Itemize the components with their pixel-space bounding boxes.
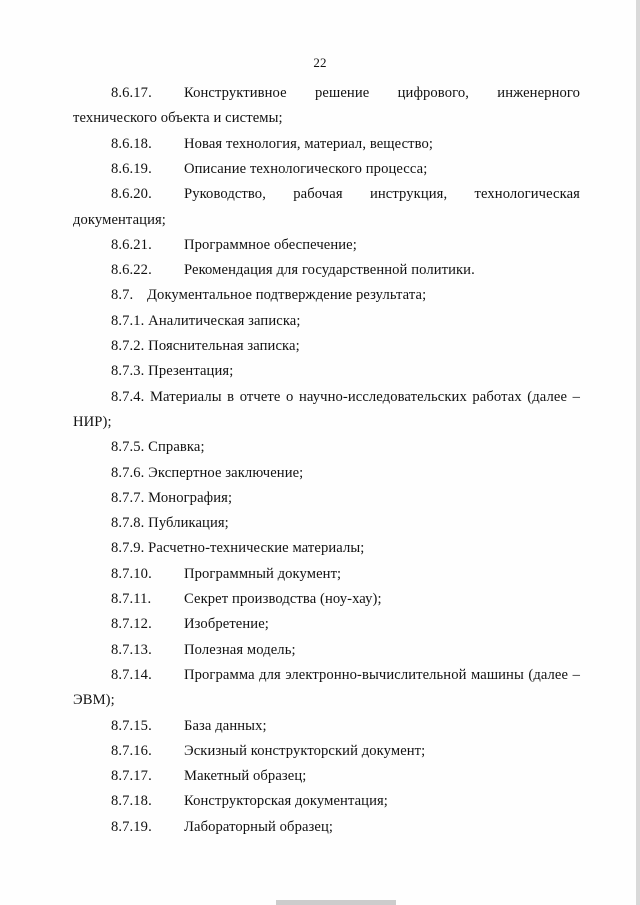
item-number: 8.7.17.	[111, 768, 152, 785]
item-number: 8.7.12.	[111, 616, 152, 633]
item-text: 8.7.2. Пояснительная записка;	[111, 338, 300, 354]
scan-edge	[636, 0, 640, 905]
item-continuation: технического объекта и системы;	[73, 110, 283, 127]
item-text: 8.7.8. Публикация;	[111, 515, 229, 532]
item-number: 8.7.14.	[111, 666, 152, 683]
item-text: Изобретение;	[184, 616, 269, 633]
item-text: 8.7.9. Расчетно-технические материалы;	[111, 540, 365, 557]
item-text: 8.7.5. Справка;	[111, 439, 205, 456]
item-number: 8.7.	[111, 287, 134, 304]
item-number: 8.6.17.	[111, 85, 152, 101]
item-text: Руководство, рабочая инструкция, технологическая	[184, 186, 580, 203]
item-number: 8.6.21.	[111, 236, 152, 253]
item-number: 8.7.18.	[111, 793, 152, 810]
item-number: 8.7.15.	[111, 717, 152, 734]
item-number: 8.7.16.	[111, 742, 152, 759]
item-number: 8.6.18.	[111, 135, 152, 152]
item-text: Новая технология, материал, вещество;	[184, 135, 434, 152]
item-number: 8.7.10.	[111, 565, 152, 582]
item-number: 8.7.11.	[111, 591, 152, 607]
item-text: Описание технологического процесса;	[184, 160, 428, 177]
item-text: Лабораторный образец;	[184, 818, 334, 835]
item-text: Конструкторская документация;	[184, 793, 388, 810]
item-text: Программный документ;	[184, 565, 342, 582]
item-text: Макетный образец;	[184, 768, 307, 785]
item-continuation: ЭВМ);	[73, 692, 115, 709]
item-text: 8.7.6. Экспертное заключение;	[111, 464, 304, 481]
item-text: База данных;	[184, 717, 267, 734]
item-text: Полезная модель;	[184, 641, 296, 658]
item-continuation: НИР);	[73, 413, 112, 430]
item-number: 8.7.19.	[111, 818, 152, 835]
item-text: Программа для электронно-вычислительной машины (далее –	[184, 666, 580, 683]
item-number: 8.6.22.	[111, 262, 152, 279]
item-text: Эскизный конструкторский документ;	[184, 742, 426, 759]
item-text: 8.7.4. Материалы в отчете о научно-исследовательских работах (далее –	[111, 388, 580, 405]
item-text: Конструктивное решение цифрового, инженерного	[184, 85, 580, 101]
item-number: 8.6.19.	[111, 160, 152, 177]
item-text: 8.7.1. Аналитическая записка;	[111, 312, 301, 329]
item-text: Документальное подтверждение результата;	[147, 287, 427, 304]
page-number: 22	[313, 55, 327, 70]
item-text: Рекомендация для государственной политики.	[184, 262, 475, 279]
item-text: 8.7.7. Монография;	[111, 489, 233, 506]
item-text: Секрет производства (ноу-хау);	[184, 591, 382, 607]
item-text: 8.7.3. Презентация;	[111, 363, 234, 380]
item-continuation: документация;	[73, 211, 166, 228]
item-number: 8.7.13.	[111, 641, 152, 658]
item-text: Программное обеспечение;	[184, 236, 357, 253]
scan-mark	[276, 900, 396, 905]
item-number: 8.6.20.	[111, 186, 152, 203]
